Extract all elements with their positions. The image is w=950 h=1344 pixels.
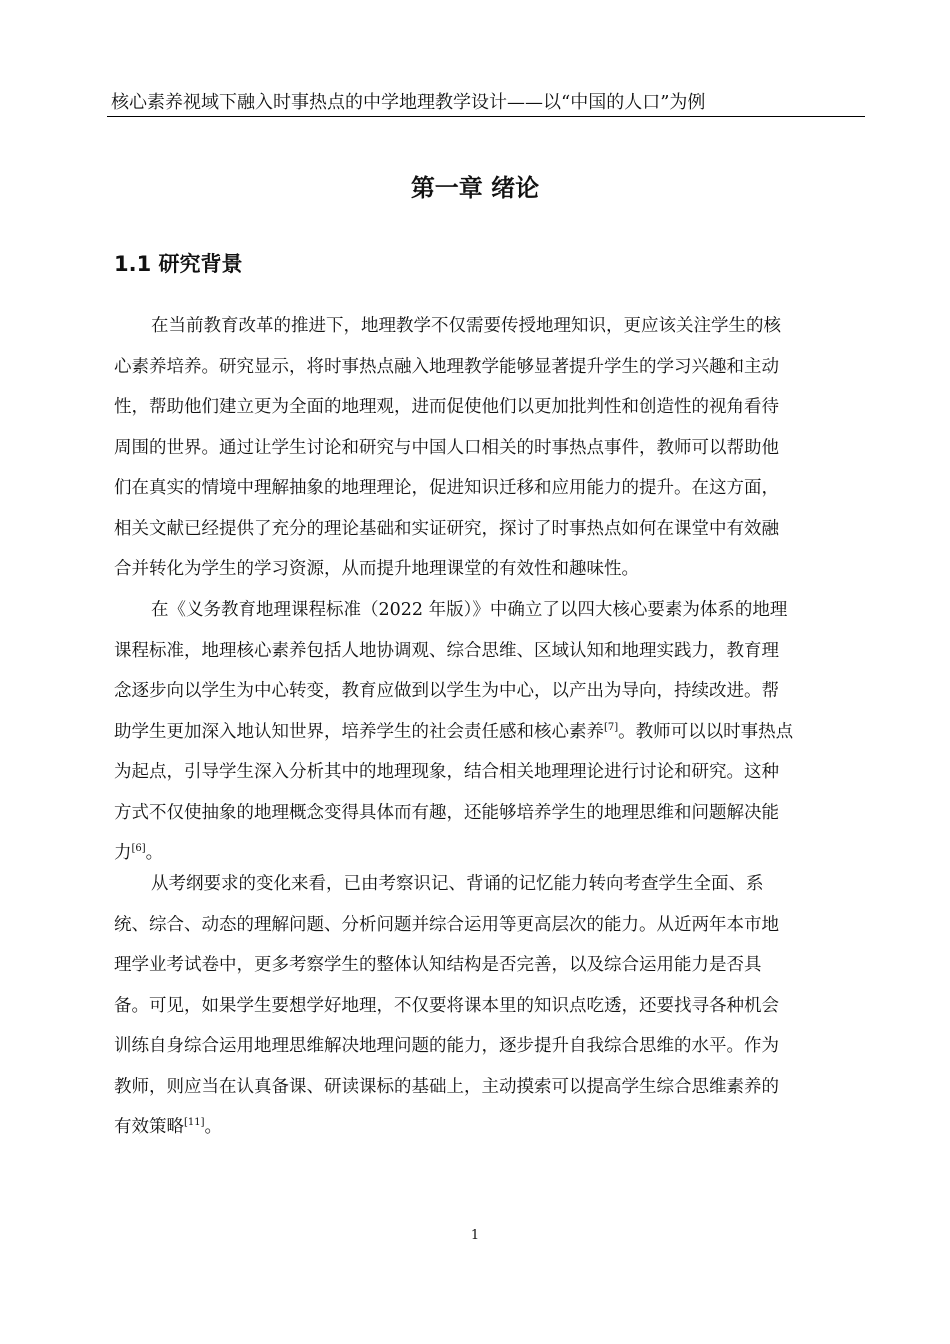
paragraph-line <box>114 1107 842 1148</box>
paragraph-line: 合并转化为学生的学习资源，从而提升地理课堂的有效性和趣味性。 <box>114 559 639 579</box>
citation-ref: [11] <box>184 1117 205 1128</box>
paragraph-line: 念逐步向以学生为中心转变，教育应做到以学生为中心，以产出为导向，持续改进。帮 <box>114 681 779 701</box>
line-text: 。 <box>204 1117 223 1137</box>
paragraph-research-background-3 <box>114 864 842 1148</box>
paragraph-line: 心素养培养。研究显示，将时事热点融入地理教学能够显著提升学生的学习兴趣和主动 <box>114 356 779 377</box>
line-text: 。 <box>145 843 164 863</box>
running-header-title: 核心素养视域下融入时事热点的中学地理教学设计——以“中国的人口”为例 <box>111 92 706 113</box>
citation-ref: [6] <box>131 843 146 854</box>
citation-ref: [7] <box>604 721 619 733</box>
paragraph-line: 理学业考试卷中，更多考察学生的整体认知结构是否完善，以及综合运用能力是否具 <box>114 955 762 975</box>
paragraph-line: 教师，则应当在认真备课、研读课标的基础上，主动摸索可以提高学生综合思维素养的 <box>114 1076 779 1097</box>
chapter-title: 第一章 绪论 <box>410 174 540 202</box>
paragraph-line: 在《义务教育地理课程标准（2022 年版）》中确立了以四大核心要素为体系的地理 <box>151 600 788 620</box>
paragraph-line: 统、综合、动态的理解问题、分析问题并综合运用等更高层次的能力。从近两年本市地 <box>114 914 779 935</box>
line-text: 有效策略 <box>114 1117 184 1137</box>
paragraph-line: 训练自身综合运用地理思维解决地理问题的能力，逐步提升自我综合思维的水平。作为 <box>114 1036 779 1056</box>
paragraph-line: 从考纲要求的变化来看，已由考察识记、背诵的记忆能力转向考查学生全面、系 <box>151 874 764 894</box>
paragraph-line: 备。可见，如果学生要想学好地理，不仅要将课本里的知识点吃透，还要找寻各种机会 <box>114 995 779 1016</box>
line-text: 力 <box>114 843 132 863</box>
paragraph-line: 们在真实的情境中理解抽象的地理理论，促进知识迁移和应用能力的提升。在这方面， <box>114 478 779 498</box>
paragraph-line <box>114 712 842 753</box>
section-title: 1.1 研究背景 <box>114 252 243 276</box>
paragraph-line: 相关文献已经提供了充分的理论基础和实证研究，探讨了时事热点如何在课堂中有效融 <box>114 518 779 539</box>
running-header <box>107 92 865 117</box>
line-text: 助学生更加深入地认知世界，培养学生的社会责任感和核心素养 <box>114 721 604 742</box>
paragraph-line: 在当前教育改革的推进下，地理教学不仅需要传授地理知识，更应该关注学生的核 <box>151 316 781 336</box>
paragraph-line: 方式不仅使抽象的地理概念变得具体而有趣，还能够培养学生的地理思维和问题解决能 <box>114 802 779 823</box>
paragraph-line: 为起点，引导学生深入分析其中的地理现象，结合相关地理理论进行讨论和研究。这种 <box>114 762 779 782</box>
paragraph-research-background-2 <box>114 590 842 874</box>
page-number: 1 <box>470 1228 480 1243</box>
paragraph-line: 课程标准，地理核心素养包括人地协调观、综合思维、区域认知和地理实践力，教育理 <box>114 640 779 661</box>
paragraph-line: 性，帮助他们建立更为全面的地理观，进而促使他们以更加批判性和创造性的视角看待 <box>114 397 779 417</box>
line-text: 。教师可以以时事热点 <box>618 721 794 742</box>
paragraph-research-background-1 <box>114 306 842 590</box>
paragraph-line: 周围的世界。通过让学生讨论和研究与中国人口相关的时事热点事件，教师可以帮助他 <box>114 437 779 458</box>
